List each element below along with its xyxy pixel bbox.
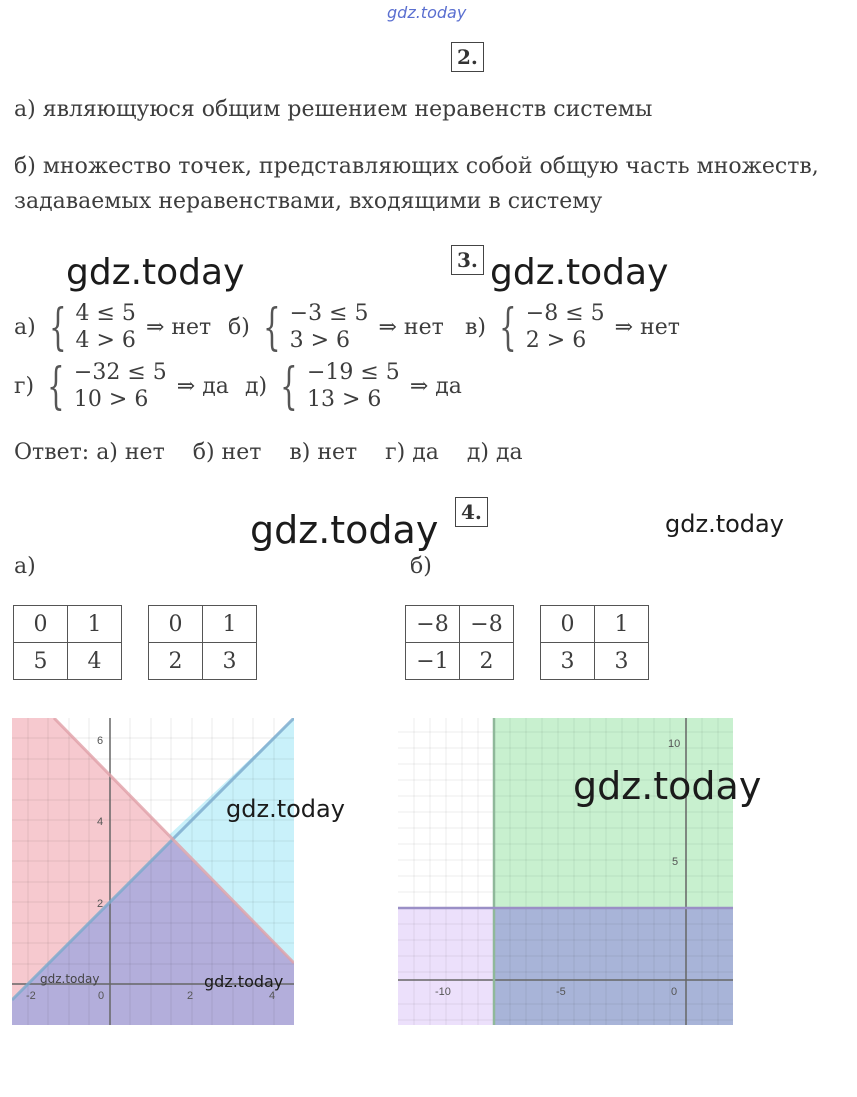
table-cell: 2 — [149, 643, 203, 680]
brace-icon: { — [499, 298, 517, 356]
watermark-top: gdz.today — [387, 3, 467, 22]
system-result: ⇒ да — [176, 373, 229, 399]
part-a-label: а) — [14, 554, 36, 579]
brace-icon: { — [48, 298, 67, 356]
system-result: ⇒ нет — [378, 314, 444, 340]
task3-answer: Ответ: а) нет б) нет в) нет г) да д) да — [14, 440, 523, 465]
region-overlap — [494, 908, 733, 1025]
task2-answer-a: а) являющуюся общим решением неравенств системы — [14, 97, 653, 122]
y-tick: 10 — [668, 738, 681, 750]
table-cell: 1 — [203, 606, 257, 643]
system-v — [465, 300, 680, 354]
brace-icon: { — [47, 357, 65, 415]
table-cell: 0 — [14, 606, 68, 643]
watermark: gdz.today — [40, 972, 100, 986]
table-cell: 3 — [595, 643, 649, 680]
x-tick: -10 — [435, 986, 451, 998]
system-label: в) — [465, 314, 486, 340]
table-cell: 0 — [149, 606, 203, 643]
system-result: ⇒ нет — [614, 314, 680, 340]
watermark: gdz.today — [665, 510, 784, 538]
brace-icon: { — [280, 357, 298, 415]
table-cell: 5 — [14, 643, 68, 680]
inequality-bottom: 2 > 6 — [525, 328, 587, 353]
region-green — [494, 718, 733, 908]
inequality-bottom: 3 > 6 — [289, 328, 351, 353]
table-cell: −8 — [460, 606, 514, 643]
task2-number: 2. — [451, 42, 484, 72]
inequality-top: −8 ≤ 5 — [525, 301, 605, 326]
table-cell: 1 — [68, 606, 122, 643]
x-tick: -5 — [556, 986, 566, 998]
table-cell: 3 — [203, 643, 257, 680]
x-tick: -2 — [26, 990, 36, 1002]
inequality-top: −32 ≤ 5 — [73, 360, 167, 385]
x-tick: 0 — [98, 990, 105, 1002]
system-g — [14, 359, 229, 413]
inequality-top: −19 ≤ 5 — [306, 360, 400, 385]
system-result: ⇒ да — [409, 373, 462, 399]
value-table-4 — [540, 605, 649, 680]
brace-icon: { — [262, 298, 281, 356]
system-d — [245, 359, 462, 413]
task2-answer-b-line1: б) множество точек, представляющих собой общую часть множеств, — [14, 154, 819, 179]
value-table-3 — [405, 605, 514, 680]
watermark: gdz.today — [204, 972, 284, 991]
watermark: gdz.today — [66, 252, 245, 293]
table-cell: 2 — [460, 643, 514, 680]
task4-number: 4. — [455, 497, 488, 527]
inequality-bottom: 10 > 6 — [73, 387, 149, 412]
table-cell: 4 — [68, 643, 122, 680]
y-tick: 6 — [97, 735, 104, 747]
x-tick: 0 — [671, 986, 678, 998]
system-label: д) — [245, 373, 268, 399]
table-cell: −8 — [406, 606, 460, 643]
x-tick: 4 — [269, 990, 276, 1002]
x-tick: 2 — [187, 990, 194, 1002]
inequality-top: −3 ≤ 5 — [289, 301, 369, 326]
part-b-label: б) — [410, 554, 432, 579]
watermark: gdz.today — [490, 252, 669, 293]
watermark: gdz.today — [573, 764, 762, 808]
system-a — [14, 300, 211, 354]
table-cell: 1 — [595, 606, 649, 643]
system-result: ⇒ нет — [145, 314, 212, 340]
y-tick: 5 — [672, 856, 679, 868]
table-cell: −1 — [406, 643, 460, 680]
system-label: г) — [14, 373, 35, 399]
table-cell: 3 — [541, 643, 595, 680]
value-table-1 — [13, 605, 122, 680]
system-label: б) — [228, 314, 250, 340]
inequality-bottom: 4 > 6 — [75, 328, 136, 353]
table-cell: 0 — [541, 606, 595, 643]
system-label: а) — [14, 314, 36, 340]
watermark: gdz.today — [250, 508, 439, 552]
inequality-top: 4 ≤ 5 — [75, 301, 136, 326]
watermark: gdz.today — [226, 795, 345, 823]
y-tick: 4 — [97, 816, 104, 828]
task3-number: 3. — [451, 245, 484, 275]
task2-answer-b-line2: задаваемых неравенствами, входящими в систему — [14, 189, 603, 214]
inequality-bottom: 13 > 6 — [306, 387, 382, 412]
value-table-2 — [148, 605, 257, 680]
system-b — [228, 300, 444, 354]
y-tick: 2 — [97, 898, 104, 910]
